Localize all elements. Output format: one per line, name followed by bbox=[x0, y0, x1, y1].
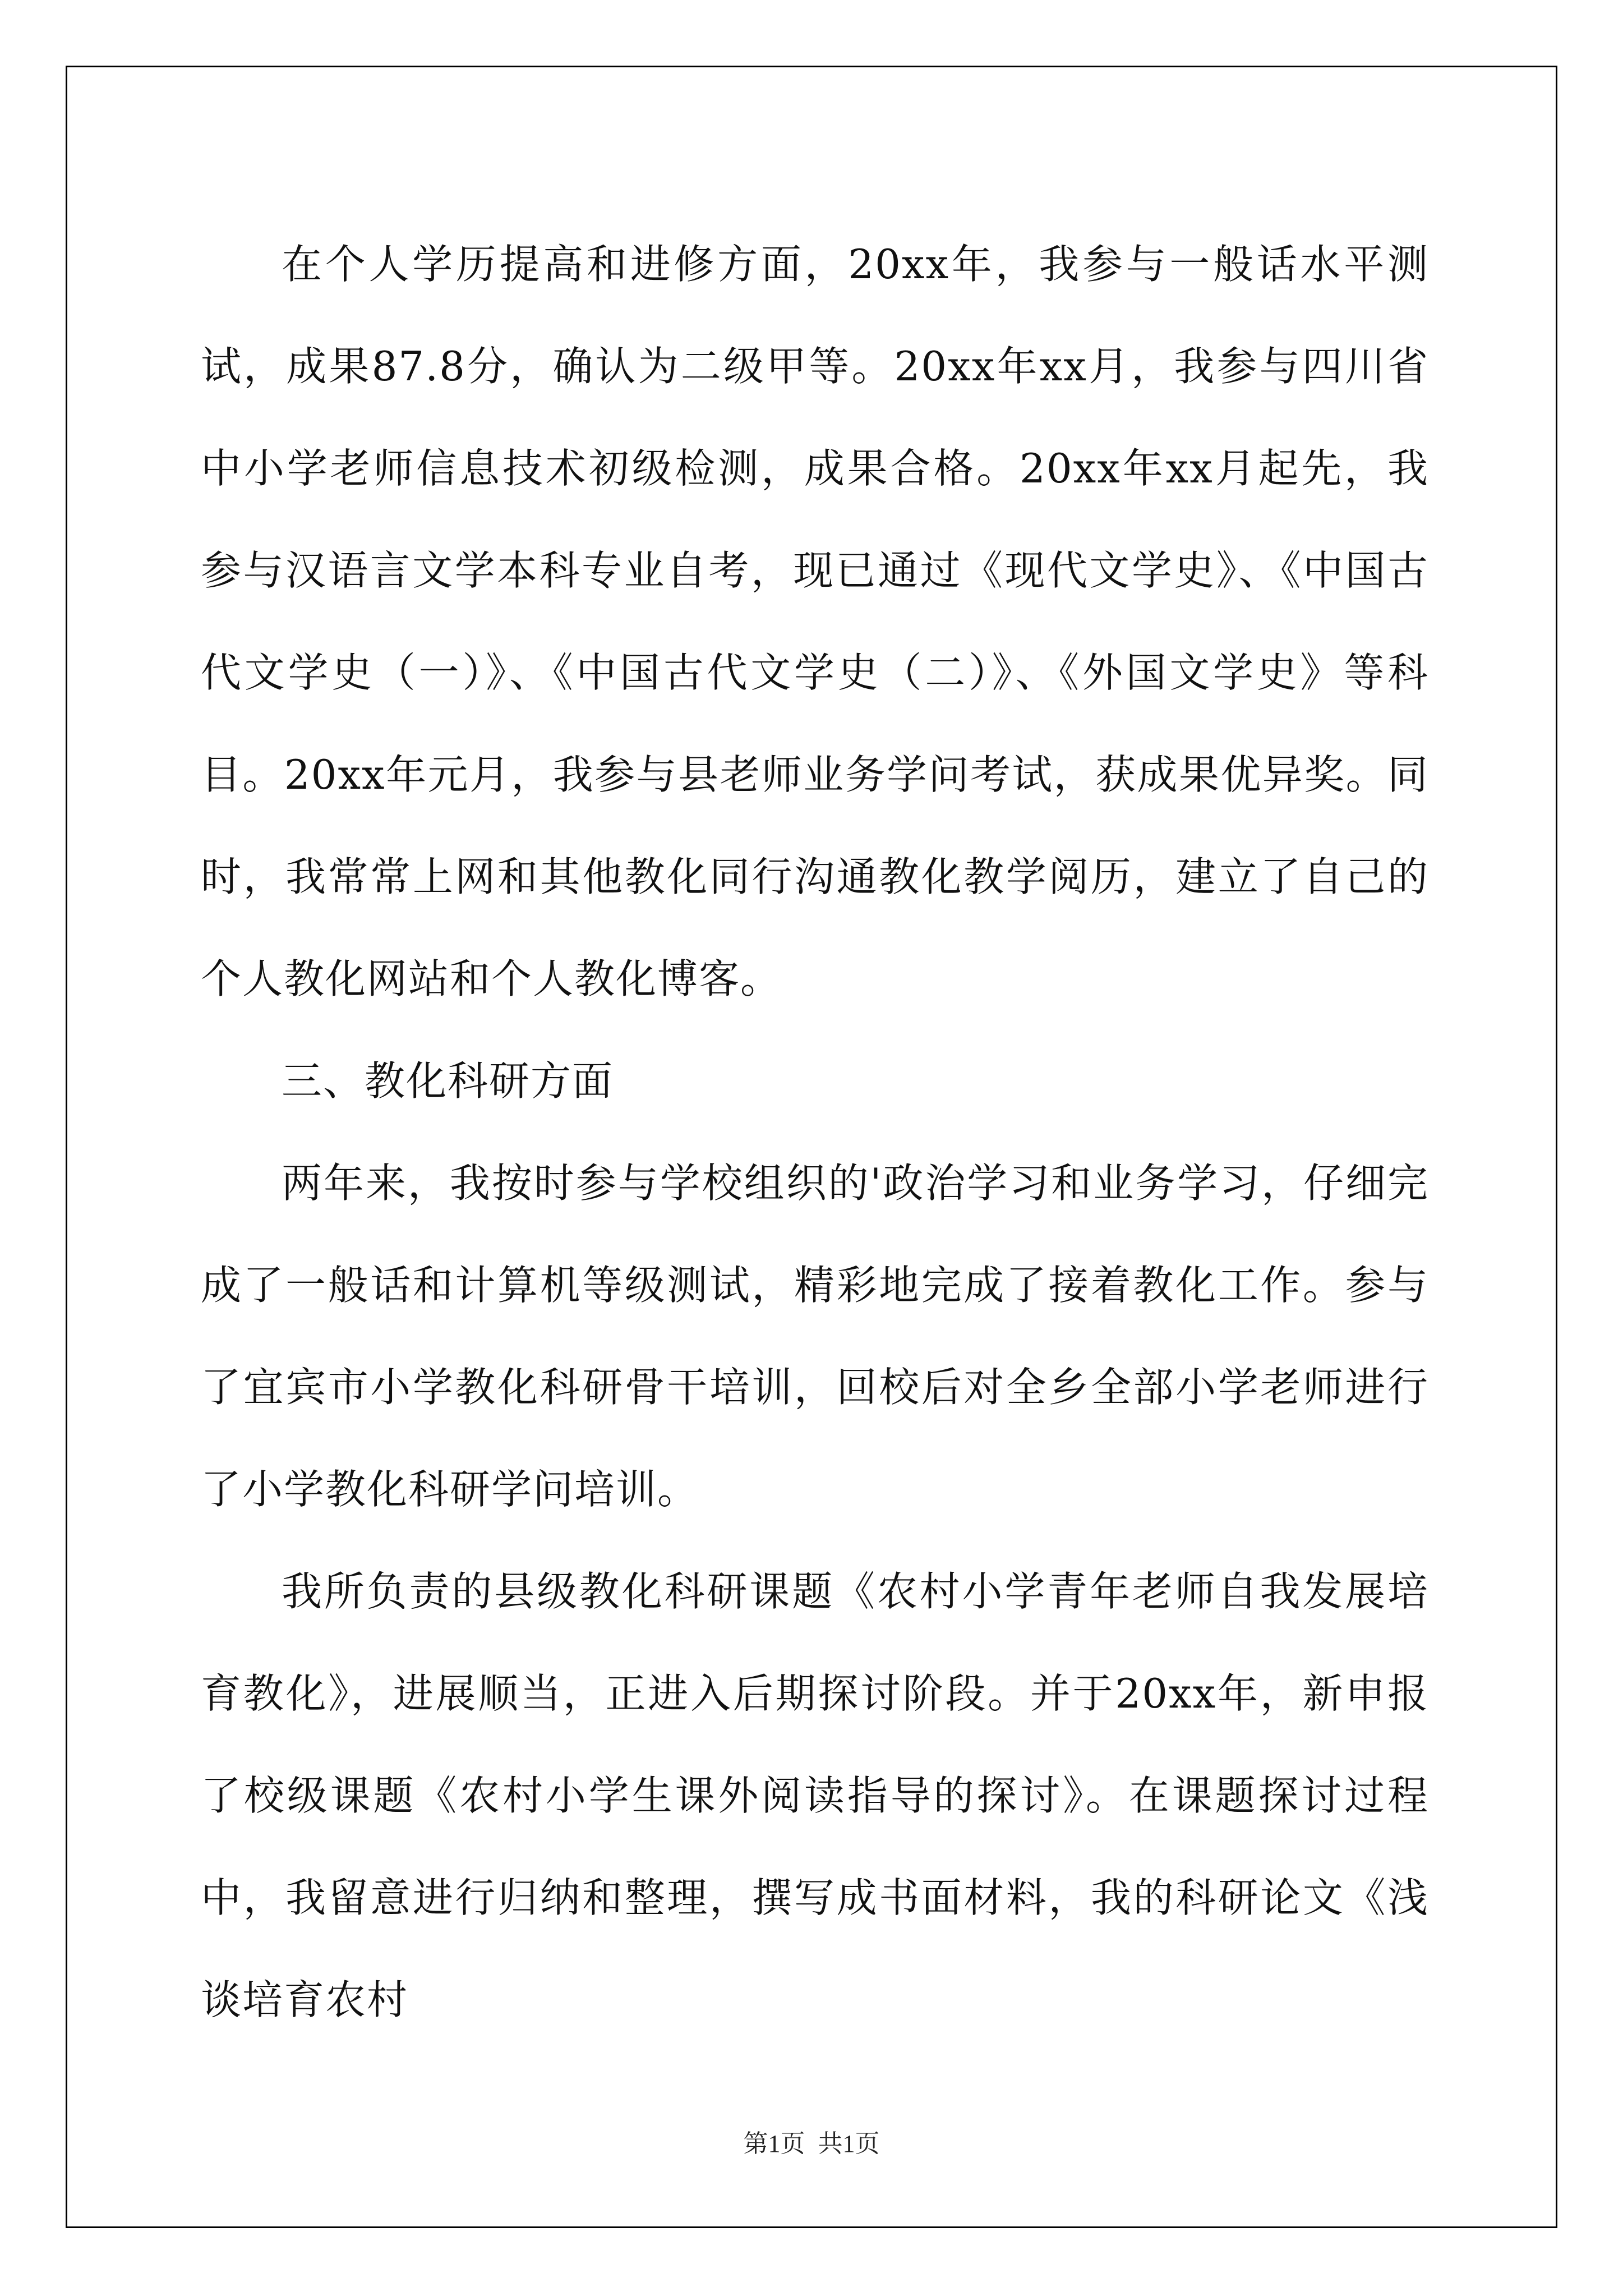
page-footer: 第1页 共1页 bbox=[743, 2130, 880, 2157]
document-body bbox=[201, 213, 1429, 2051]
paragraph-study: 两年来，我按时参与学校组织的'政治学习和业务学习，仔细完成了一般话和计算机等级测试，精彩地完成了接着教化工作。参与了宜宾市小学教化科研骨干培训，回校后对全乡全部小学老师进行了小学教化科研学问培训。 bbox=[201, 1159, 1429, 1513]
paragraph-education: 在个人学历提高和进修方面，20xx年，我参与一般话水平测试，成果87.8分，确认为二级甲等。20xx年xx月，我参与四川省中小学老师信息技术初级检测，成果合格。20xx年xx月起先，我参与汉语言文学本科专业自考，现已通过《现代文学史》、《中国古代文学史（一）》、《中国古代文学史（二）》、《外国文学史》等科目。20xx年元月，我参与县老师业务学问考试，获成果优异奖。同时，我常常上网和其他教化同行沟通教化教学阅历，建立了自己的个人教化网站和个人教化博客。 bbox=[201, 241, 1429, 1002]
paragraph-research-projects: 我所负责的县级教化科研课题《农村小学青年老师自我发展培育教化》，进展顺当，正进入后期探讨阶段。并于20xx年，新申报了校级课题《农村小学生课外阅读指导的探讨》。在课题探讨过程中，我留意进行归纳和整理，撰写成书面材料，我的科研论文《浅谈培育农村 bbox=[201, 1568, 1429, 2023]
section-heading-research: 三、教化科研方面 bbox=[282, 1057, 614, 1105]
